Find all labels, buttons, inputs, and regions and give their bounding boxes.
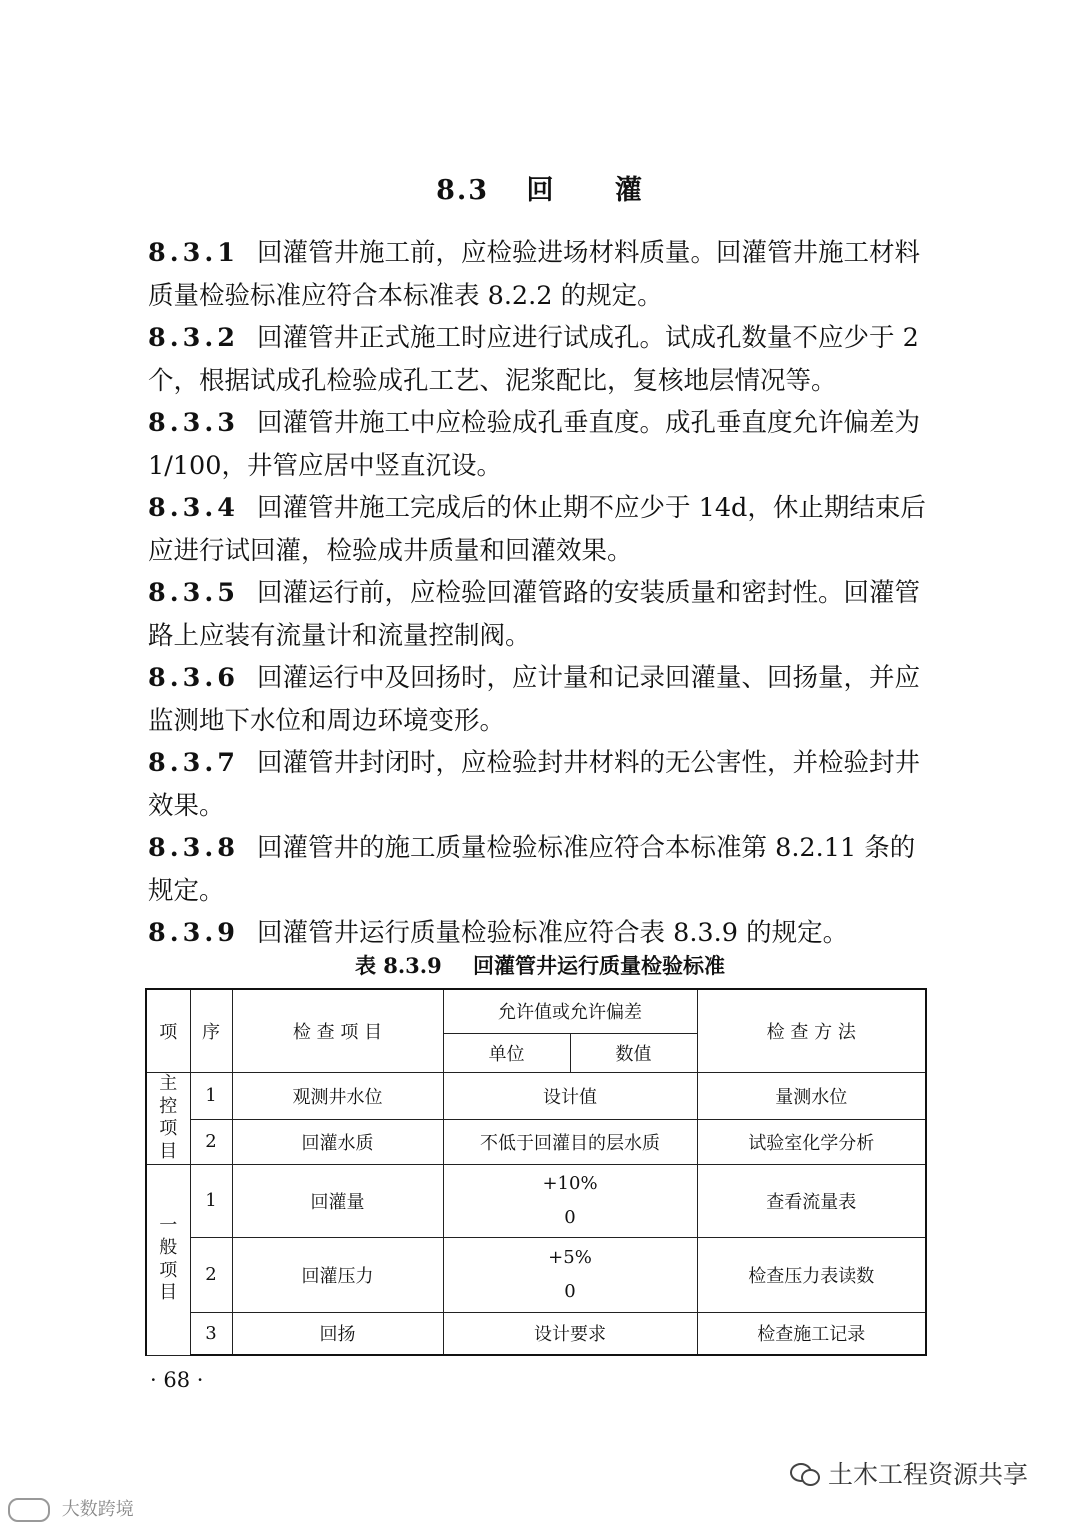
table-number: 表 8.3.9: [354, 953, 442, 978]
table-title: 回灌管井运行质量检验标准: [473, 953, 726, 978]
page-number: · 68 ·: [150, 1368, 204, 1392]
clause-text: 回灌管井施工完成后的休止期不应少于 14d，休止期结束后应进行试回灌，检验成井质量和回灌效果。: [148, 493, 926, 566]
clause-text: 回灌管井施工前，应检验进场材料质量。回灌管井施工材料质量检验标准应符合本标准表 8.2.2 的规定。: [148, 238, 920, 311]
clause-number: 8.3.3: [148, 408, 239, 438]
watermark-left-text: 大数跨境: [61, 1499, 134, 1520]
table-row: [146, 1119, 926, 1164]
row-method: 检查压力表读数: [697, 1237, 926, 1312]
allowance-lower: 0: [564, 1280, 576, 1302]
row-item: 回扬: [232, 1312, 443, 1355]
header-item: 项: [146, 989, 190, 1072]
clause-text: 回灌管井封闭时，应检验封井材料的无公害性，并检验封井效果。: [148, 748, 920, 821]
row-item: 观测井水位: [232, 1072, 443, 1119]
clause: [148, 827, 933, 912]
clause-text: 回灌管井运行质量检验标准应符合表 8.3.9 的规定。: [256, 918, 849, 948]
clause: [148, 912, 933, 955]
section-title-char-2: 灌: [614, 175, 644, 206]
allowance-lower: 0: [564, 1206, 576, 1228]
clause: [148, 232, 933, 317]
header-seq: 序: [190, 989, 232, 1072]
brand-logo-icon: [8, 1498, 50, 1522]
clause-text: 回灌管井施工中应检验成孔垂直度。成孔垂直度允许偏差为 1/100，井管应居中竖直沉设。: [148, 408, 920, 481]
clause-text: 回灌管井的施工质量检验标准应符合本标准第 8.2.11 条的规定。: [148, 833, 916, 906]
section-title: [0, 168, 1080, 207]
clause-number: 8.3.1: [148, 238, 239, 268]
row-allowance: [443, 1237, 697, 1312]
row-method: 量测水位: [697, 1072, 926, 1119]
clause-number: 8.3.5: [148, 578, 239, 608]
wechat-icon: [790, 1461, 820, 1485]
clause-text: 回灌管井正式施工时应进行试成孔。试成孔数量不应少于 2 个，根据试成孔检验成孔工艺、泥浆配比，复核地层情况等。: [148, 323, 919, 396]
clause: [148, 742, 933, 827]
table-row: [146, 1164, 926, 1237]
table-row: [146, 1312, 926, 1355]
section-title-char-1: 回: [526, 175, 556, 206]
row-seq: 1: [190, 1164, 232, 1237]
group-main-control: 主控项目: [146, 1072, 190, 1164]
row-method: 查看流量表: [697, 1164, 926, 1237]
row-seq: 3: [190, 1312, 232, 1355]
clause-number: 8.3.8: [148, 833, 239, 863]
allowance-upper: +10%: [542, 1172, 598, 1194]
row-item: 回灌量: [232, 1164, 443, 1237]
row-item: 回灌压力: [232, 1237, 443, 1312]
clause-text: 回灌运行中及回扬时，应计量和记录回灌量、回扬量，并应监测地下水位和周边环境变形。: [148, 663, 920, 736]
clause: [148, 402, 933, 487]
row-allowance: 设计值: [443, 1072, 697, 1119]
row-allowance: [443, 1164, 697, 1237]
clause: [148, 657, 933, 742]
allowance-upper: +5%: [548, 1246, 592, 1268]
clause-text: 回灌运行前，应检验回灌管路的安装质量和密封性。回灌管路上应装有流量计和流量控制阀。: [148, 578, 920, 651]
watermark-brand: [8, 1495, 134, 1522]
row-item: 回灌水质: [232, 1119, 443, 1164]
clause-number: 8.3.4: [148, 493, 239, 523]
header-check-item: 检 查 项 目: [232, 989, 443, 1072]
watermark-wechat: [790, 1455, 1028, 1491]
clause-number: 8.3.2: [148, 323, 239, 353]
row-seq: 2: [190, 1119, 232, 1164]
section-number: 8.3: [436, 175, 490, 206]
table-header-row: [146, 989, 926, 1033]
row-allowance: 设计要求: [443, 1312, 697, 1355]
header-method: 检 查 方 法: [697, 989, 926, 1072]
group-general: 一般项目: [146, 1164, 190, 1355]
row-allowance: 不低于回灌目的层水质: [443, 1119, 697, 1164]
header-unit: 单位: [443, 1033, 570, 1072]
table-row: [146, 1237, 926, 1312]
clause: [148, 487, 933, 572]
clause: [148, 572, 933, 657]
watermark-right-text: 土木工程资源共享: [828, 1460, 1029, 1489]
header-value: 数值: [570, 1033, 697, 1072]
row-method: 检查施工记录: [697, 1312, 926, 1355]
table-caption: [0, 950, 1080, 980]
header-allowance: 允许值或允许偏差: [443, 989, 697, 1033]
row-method: 试验室化学分析: [697, 1119, 926, 1164]
inspection-standard-table: [145, 988, 927, 1356]
row-seq: 2: [190, 1237, 232, 1312]
clause-number: 8.3.9: [148, 918, 239, 948]
table-row: [146, 1072, 926, 1119]
clause-list: [148, 232, 933, 955]
clause-number: 8.3.6: [148, 663, 239, 693]
row-seq: 1: [190, 1072, 232, 1119]
clause-number: 8.3.7: [148, 748, 239, 778]
clause: [148, 317, 933, 402]
